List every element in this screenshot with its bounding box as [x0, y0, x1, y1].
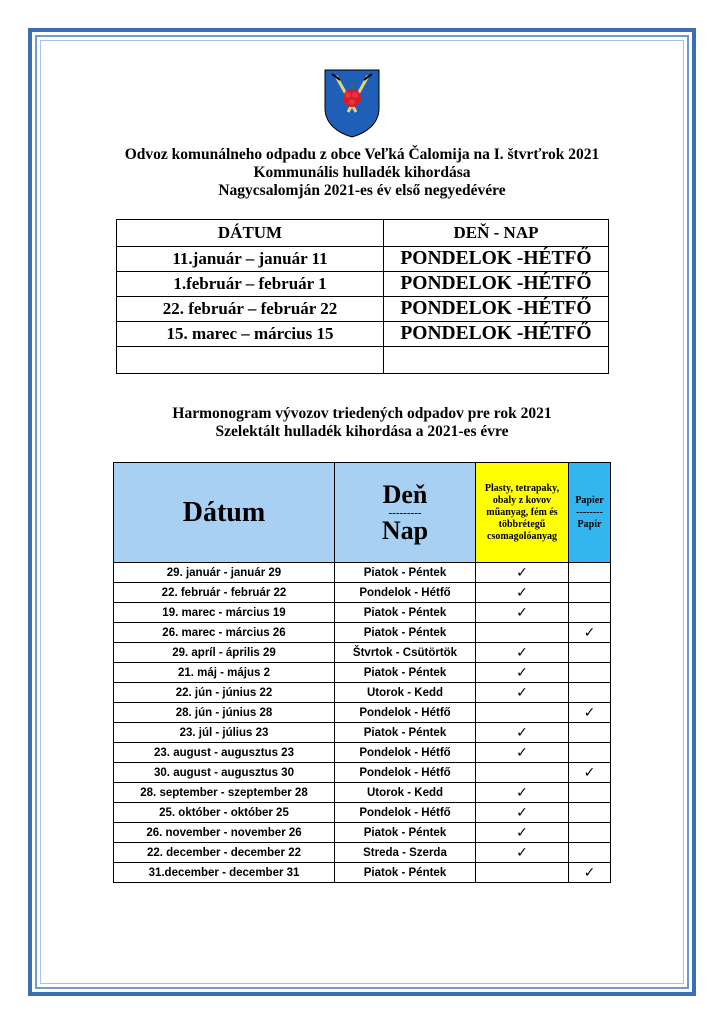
table-row [114, 863, 611, 883]
row-date: 29. apríl - április 29 [114, 643, 335, 663]
row-date: 30. august - augusztus 30 [114, 763, 335, 783]
empty-cell [384, 347, 609, 374]
plastic-check-icon: ✓ [476, 803, 569, 823]
row-day: Piatok - Péntek [335, 623, 476, 643]
row-day: Štvrtok - Csütörtök [335, 643, 476, 663]
paper-header-dash: -------- [576, 506, 603, 518]
table-row [117, 272, 609, 297]
row-day: Pondelok - Hétfő [335, 583, 476, 603]
empty-cell [569, 683, 611, 703]
row-day: Piatok - Péntek [335, 603, 476, 623]
empty-cell [569, 603, 611, 623]
row-day: Streda - Szerda [335, 843, 476, 863]
table-row [114, 623, 611, 643]
table-row [114, 763, 611, 783]
paper-check-icon: ✓ [569, 703, 611, 723]
paper-check-icon: ✓ [569, 763, 611, 783]
row-date: 22. február – február 22 [117, 297, 384, 322]
table-row [114, 603, 611, 623]
sorted-waste-rows [114, 563, 611, 883]
empty-cell [569, 743, 611, 763]
col-header-date: DÁTUM [117, 220, 384, 247]
empty-cell [569, 803, 611, 823]
row-day: Pondelok - Hétfő [335, 703, 476, 723]
empty-cell [569, 783, 611, 803]
row-day: PONDELOK -HÉTFŐ [384, 247, 609, 272]
row-day: Piatok - Péntek [335, 863, 476, 883]
col-header-paper [569, 463, 611, 563]
table-row [114, 563, 611, 583]
paper-check-icon: ✓ [569, 863, 611, 883]
row-date: 31.december - december 31 [114, 863, 335, 883]
empty-cell [476, 703, 569, 723]
table-row [114, 803, 611, 823]
row-day: Piatok - Péntek [335, 723, 476, 743]
col-header-plastic: Plasty, tetrapaky, obaly z kovov műanyag, fém és többrétegű csomagolóanyag [476, 463, 569, 563]
table-row [114, 823, 611, 843]
row-day: Piatok - Péntek [335, 823, 476, 843]
sorted-waste-heading [60, 405, 664, 441]
paper-header-sk: Papier [575, 494, 604, 506]
row-date: 29. január - január 29 [114, 563, 335, 583]
empty-cell [569, 563, 611, 583]
municipal-coat-of-arms-icon [322, 68, 382, 138]
row-date: 22. jún - június 22 [114, 683, 335, 703]
table-row [117, 247, 609, 272]
plastic-check-icon: ✓ [476, 583, 569, 603]
empty-cell [569, 723, 611, 743]
row-day: PONDELOK -HÉTFŐ [384, 272, 609, 297]
row-date: 19. marec - március 19 [114, 603, 335, 623]
table-row [114, 643, 611, 663]
empty-cell [476, 623, 569, 643]
empty-cell [476, 763, 569, 783]
row-date: 23. august - augusztus 23 [114, 743, 335, 763]
plastic-check-icon: ✓ [476, 743, 569, 763]
row-date: 22. december - december 22 [114, 843, 335, 863]
plastic-check-icon: ✓ [476, 643, 569, 663]
section-title-slovak: Harmonogram vývozov triedených odpadov pre rok 2021 [172, 405, 552, 422]
row-date: 1.február – február 1 [117, 272, 384, 297]
table-row [114, 723, 611, 743]
plastic-check-icon: ✓ [476, 723, 569, 743]
title-slovak: Odvoz komunálneho odpadu z obce Veľká Čalomija na I. štvrťrok 2021 [124, 146, 600, 163]
row-date: 25. október - október 25 [114, 803, 335, 823]
col-header-day: DEŇ - NAP [384, 220, 609, 247]
table-row [114, 703, 611, 723]
col-header-day [335, 463, 476, 563]
empty-cell [117, 347, 384, 374]
plastic-check-icon: ✓ [476, 843, 569, 863]
plastic-check-icon: ✓ [476, 683, 569, 703]
row-date: 26. marec - március 26 [114, 623, 335, 643]
section-title-hungarian: Szelektált hulladék kihordása a 2021-es évre [215, 423, 509, 440]
row-date: 26. november - november 26 [114, 823, 335, 843]
day-header-dash: --------- [388, 506, 422, 519]
paper-check-icon: ✓ [569, 623, 611, 643]
table-row [114, 843, 611, 863]
table-row [114, 743, 611, 763]
row-date: 28. september - szeptember 28 [114, 783, 335, 803]
row-day: Utorok - Kedd [335, 783, 476, 803]
sorted-waste-table [113, 462, 611, 883]
schedule-heading [60, 146, 664, 200]
day-header-sk: Deň [382, 479, 428, 509]
table-row [114, 783, 611, 803]
row-date: 22. február - február 22 [114, 583, 335, 603]
row-day: Piatok - Péntek [335, 663, 476, 683]
empty-cell [569, 823, 611, 843]
plastic-check-icon: ✓ [476, 603, 569, 623]
table-row-empty [117, 347, 609, 374]
empty-cell [569, 583, 611, 603]
row-day: PONDELOK -HÉTFŐ [384, 322, 609, 347]
day-header-hu: Nap [381, 515, 429, 545]
table-row [117, 297, 609, 322]
table-row [114, 663, 611, 683]
empty-cell [476, 863, 569, 883]
row-day: Pondelok - Hétfő [335, 743, 476, 763]
title-hungarian-1: Kommunális hulladék kihordása [253, 164, 471, 181]
plastic-check-icon: ✓ [476, 563, 569, 583]
communal-waste-table [116, 219, 609, 374]
row-date: 11.január – január 11 [117, 247, 384, 272]
col-header-date: Dátum [114, 463, 335, 563]
empty-cell [569, 663, 611, 683]
plastic-check-icon: ✓ [476, 783, 569, 803]
row-date: 23. júl - július 23 [114, 723, 335, 743]
row-date: 28. jún - június 28 [114, 703, 335, 723]
row-date: 15. marec – március 15 [117, 322, 384, 347]
table-row [117, 322, 609, 347]
empty-cell [569, 843, 611, 863]
row-day: Utorok - Kedd [335, 683, 476, 703]
row-day: Pondelok - Hétfő [335, 803, 476, 823]
table-row [114, 583, 611, 603]
table-row [114, 683, 611, 703]
row-date: 21. máj - május 2 [114, 663, 335, 683]
plastic-check-icon: ✓ [476, 663, 569, 683]
title-hungarian-2: Nagycsalomján 2021-es év első negyedévére [218, 182, 506, 199]
row-day: Piatok - Péntek [335, 563, 476, 583]
row-day: PONDELOK -HÉTFŐ [384, 297, 609, 322]
plastic-check-icon: ✓ [476, 823, 569, 843]
paper-header-hu: Papír [577, 518, 602, 530]
row-day: Pondelok - Hétfő [335, 763, 476, 783]
empty-cell [569, 643, 611, 663]
